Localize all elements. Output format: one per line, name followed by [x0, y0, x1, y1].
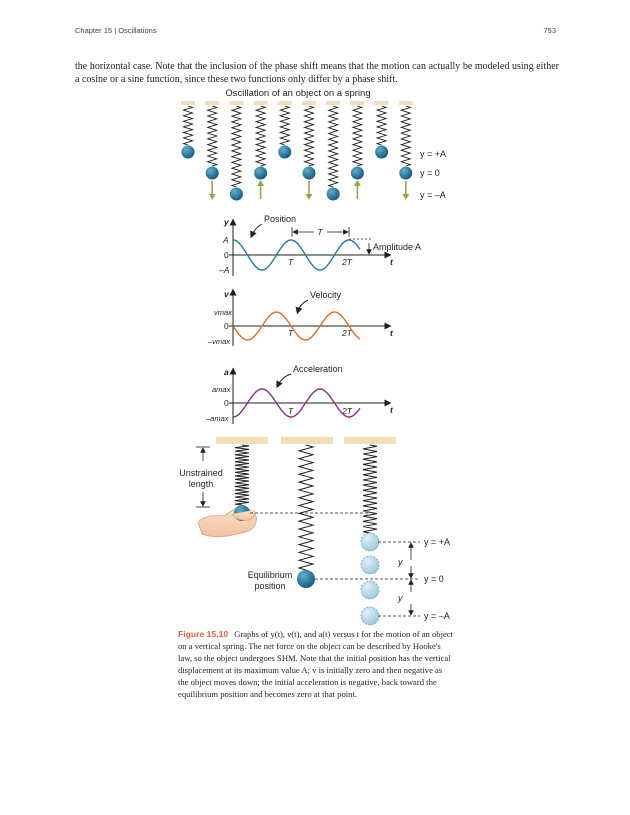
mass-ball [375, 146, 388, 159]
position-tick-t: T [288, 257, 294, 267]
spring-coil [280, 106, 289, 145]
motion-arrowhead [402, 194, 409, 200]
position-tick-minus-a: –A [219, 265, 230, 275]
motion-arrowhead [306, 194, 313, 200]
spring-coil [184, 106, 193, 145]
acceleration-tick-max: amax [212, 385, 231, 394]
mass-ball [303, 167, 316, 180]
spring-mount [254, 101, 268, 105]
motion-arrowhead [257, 180, 264, 186]
amplitude-label: Amplitude A [373, 242, 422, 252]
mass-ball [327, 188, 340, 201]
page-number: 753 [543, 26, 556, 35]
ghost-ball [361, 607, 379, 625]
acceleration-tick-2t: 2T [342, 406, 352, 416]
velocity-tick-zero: 0 [224, 321, 229, 331]
acceleration-axis-y-label: a [224, 367, 229, 377]
motion-arrowhead [354, 180, 361, 186]
displacement-y-lower: y [398, 593, 403, 603]
bottom-label-minus-a: y = –A [424, 611, 450, 621]
ghost-ball [361, 533, 379, 551]
level-label-plus-a: y = +A [420, 149, 447, 159]
mass-ball [230, 188, 243, 201]
spring-coil [353, 106, 362, 166]
figure-caption [178, 628, 454, 701]
equilibrium-label-line-1: Equilibrium [247, 570, 293, 580]
position-curve-pointer [252, 224, 262, 235]
unstrained-label-line-1: Unstrained [179, 468, 223, 478]
velocity-axis-y-label: v [224, 289, 229, 299]
position-graph [218, 214, 421, 276]
acceleration-tick-zero: 0 [224, 398, 229, 408]
spring-coil [377, 106, 386, 145]
bottom-label-plus-a: y = +A [424, 537, 451, 547]
spring-coil [235, 445, 249, 505]
level-label-zero: y = 0 [420, 168, 440, 178]
intro-paragraph: the horizontal case. Note that the inclusion of the phase shift means that the motion can actually be modeled using either a cosine or a sine function, since these two functions only differ by a phase shift. [75, 61, 559, 85]
spring-mount [375, 101, 389, 105]
equilibrium-label-line-2: position [254, 581, 286, 591]
spring-coil [232, 106, 241, 187]
motion-arrowhead [209, 194, 216, 200]
level-labels [420, 149, 446, 200]
spring-positions-illustration [179, 437, 450, 625]
spring-mount [229, 101, 243, 105]
acceleration-axis-t-label: t [390, 405, 393, 415]
mount-bar [281, 437, 333, 444]
unstrained-label-line-2: length [188, 479, 214, 489]
acceleration-tick-min: –amax [206, 414, 229, 423]
mount-bar [216, 437, 268, 444]
acceleration-curve-label: Acceleration [293, 364, 343, 374]
velocity-tick-2t: 2T [342, 328, 352, 338]
bottom-label-zero: y = 0 [424, 574, 444, 584]
ghost-ball [361, 581, 379, 599]
spring-coil [305, 106, 314, 166]
mass-ball [278, 146, 291, 159]
displacement-y-upper: y [398, 557, 403, 567]
spring-mount [205, 101, 219, 105]
position-tick-2t: 2T [342, 257, 352, 267]
acceleration-curve-pointer [278, 374, 291, 385]
figure-caption-text: Graphs of y(t), v(t), and a(t) versus t for the motion of an object on a vertical spring. The net force on the object can be described by Hooke's law, so the object undergoes SHM. Note that the initial position has the vertical displacement at its maximum value A; v is initially zero and then negative as the object moves down; the initial acceleration is negative, back toward the equilibrium position and becomes zero at that point. [178, 629, 453, 700]
position-axis-t-label: t [390, 257, 393, 267]
ghost-ball [361, 556, 379, 574]
mass-ball [206, 167, 219, 180]
mass-ball [399, 167, 412, 180]
mass-ball [351, 167, 364, 180]
spring-coil [401, 106, 410, 166]
velocity-tick-t: T [288, 328, 294, 338]
spring-sequence [181, 101, 413, 201]
spring-mount [399, 101, 413, 105]
spring-mount [350, 101, 364, 105]
spring-coil [256, 106, 265, 166]
spring-coil [299, 445, 313, 570]
mass-ball [182, 146, 195, 159]
velocity-tick-max: vmax [214, 308, 232, 317]
velocity-curve-pointer [298, 300, 308, 311]
acceleration-tick-t: T [288, 406, 294, 416]
position-axis-y-label: y [224, 217, 229, 227]
position-tick-a: A [223, 235, 229, 245]
velocity-curve-label: Velocity [310, 290, 342, 300]
spring-mount [302, 101, 316, 105]
level-label-minus-a: y = –A [420, 190, 446, 200]
mass-ball [254, 167, 267, 180]
spring-coil [208, 106, 217, 166]
position-curve-label: Position [264, 214, 297, 224]
period-label: T [317, 227, 323, 237]
spring-coil [363, 445, 377, 533]
velocity-tick-min: –vmax [208, 337, 231, 346]
figure-title: Oscillation of an object on a spring [225, 88, 371, 99]
spring-mount [326, 101, 340, 105]
figure-caption-label: Figure 15.10 [178, 629, 229, 639]
position-tick-zero: 0 [224, 250, 229, 260]
spring-coil [329, 106, 338, 187]
spring-mount [181, 101, 195, 105]
spring-mount [278, 101, 292, 105]
running-header-chapter: Chapter 15 | Oscillations [75, 26, 157, 35]
ball-equilibrium [297, 570, 315, 588]
mount-bar [344, 437, 396, 444]
velocity-axis-t-label: t [390, 328, 393, 338]
acceleration-graph [205, 364, 394, 424]
velocity-graph [207, 289, 394, 346]
